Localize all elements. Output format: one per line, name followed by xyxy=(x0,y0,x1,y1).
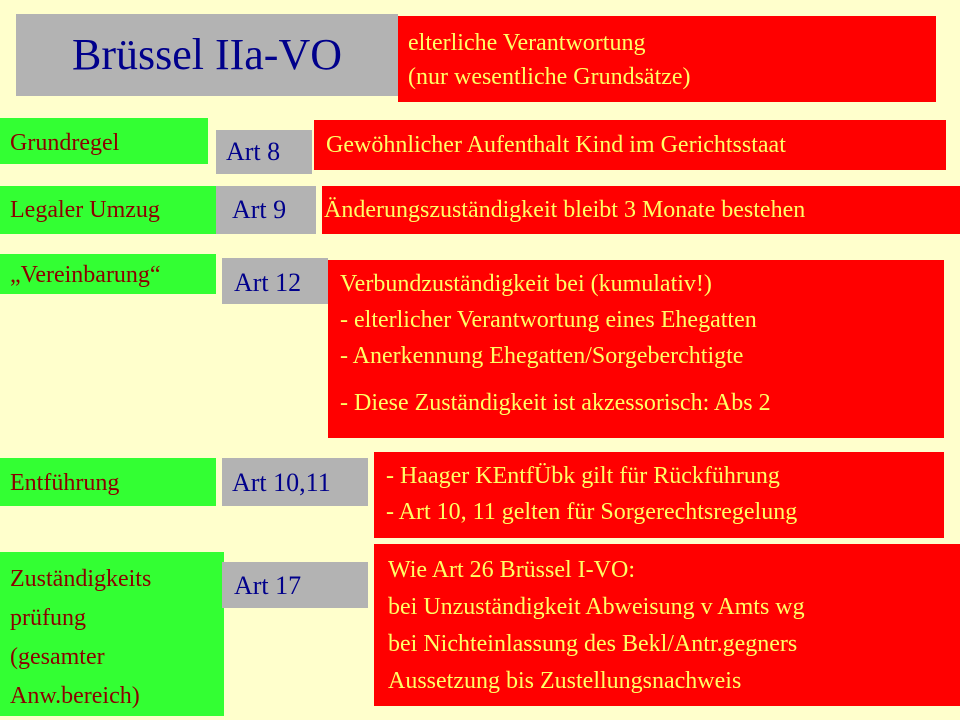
text-legaler-umzug xyxy=(322,186,960,234)
text-line: - elterlicher Verantwortung eines Ehegatten xyxy=(340,307,757,333)
article-text: Art 10,11 xyxy=(232,468,331,497)
article-art12 xyxy=(222,258,328,304)
subtitle-line: elterliche Verantwortung xyxy=(408,30,646,56)
page-title: Brüssel IIa-VO xyxy=(71,30,343,79)
text-line: Wie Art 26 Brüssel I-VO: xyxy=(388,557,635,583)
article-text: Art 17 xyxy=(234,571,302,600)
label-text: (gesamter xyxy=(10,644,105,670)
text-line: Aussetzung bis Zustellungsnachweis xyxy=(388,668,742,694)
label-text: Zuständigkeits xyxy=(10,566,152,592)
label-grundregel xyxy=(0,118,208,164)
text-line: bei Unzuständigkeit Abweisung v Amts wg xyxy=(388,594,805,620)
text-grundregel xyxy=(314,120,946,170)
label-text: prüfung xyxy=(10,605,86,631)
label-entfuehrung xyxy=(0,458,216,506)
article-art8 xyxy=(216,130,312,174)
text-entfuehrung xyxy=(374,452,944,538)
label-zustaendigkeitspruefung xyxy=(0,552,224,716)
label-legaler-umzug xyxy=(0,186,216,234)
label-text: Grundregel xyxy=(10,130,120,156)
subtitle-line: (nur wesentliche Grundsätze) xyxy=(408,64,691,90)
article-text: Art 8 xyxy=(226,137,281,166)
article-art10-11 xyxy=(222,458,368,506)
article-text: Art 9 xyxy=(232,195,287,224)
article-text: Art 12 xyxy=(234,268,302,297)
text-vereinbarung xyxy=(328,260,944,438)
label-vereinbarung xyxy=(0,254,216,294)
label-text: Anw.bereich) xyxy=(10,683,140,709)
text-line: Verbundzuständigkeit bei (kumulativ!) xyxy=(340,271,712,297)
label-text: Legaler Umzug xyxy=(10,197,160,223)
label-text: Entführung xyxy=(10,470,120,496)
article-art17 xyxy=(222,562,368,608)
text-zustaendigkeitspruefung xyxy=(374,544,960,706)
title-box xyxy=(16,14,398,96)
subtitle-box xyxy=(398,16,936,102)
text-line: - Art 10, 11 gelten für Sorgerechtsregelung xyxy=(386,499,798,525)
article-art9 xyxy=(216,186,316,234)
text-line: Gewöhnlicher Aufenthalt Kind im Gerichtsstaat xyxy=(326,132,786,158)
text-line: - Diese Zuständigkeit ist akzessorisch: Abs 2 xyxy=(340,390,771,416)
text-line: bei Nichteinlassung des Bekl/Antr.gegners xyxy=(388,631,798,657)
text-line: - Anerkennung Ehegatten/Sorgeberchtigte xyxy=(340,343,744,369)
label-text: „Vereinbarung“ xyxy=(10,262,161,288)
text-line: Änderungszuständigkeit bleibt 3 Monate bestehen xyxy=(324,197,806,223)
text-line: - Haager KEntfÜbk gilt für Rückführung xyxy=(386,463,780,489)
